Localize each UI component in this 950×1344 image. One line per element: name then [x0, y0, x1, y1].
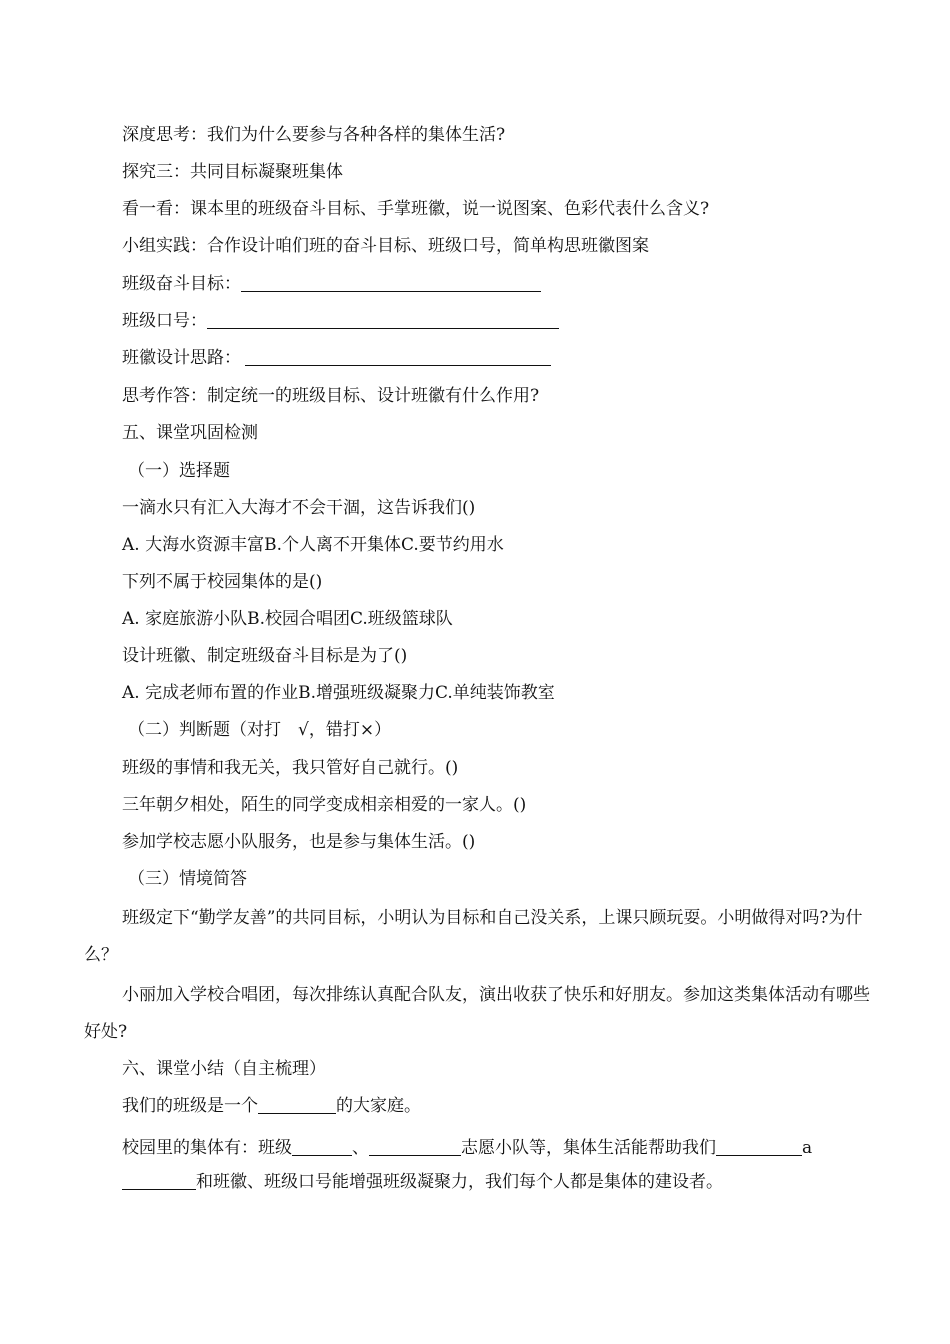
- badge-design-blank[interactable]: [245, 347, 551, 366]
- true-false-title: （二）判断题（对打 √，错打×）: [128, 720, 392, 740]
- short-answer-question-2: 小丽加入学校合唱团，每次排练认真配合队友，演出收获了快乐和好朋友。参加这类集体活动有哪些好处?: [84, 985, 870, 1042]
- short-answer-question-1: 班级定下“勤学友善”的共同目标，小明认为目标和自己没关系，上课只顾玩耍。小明做得对吗?为什么？: [84, 908, 863, 965]
- class-goal-label: 班级奋斗目标：: [122, 274, 241, 294]
- group-practice-task: 小组实践：合作设计咱们班的奋斗目标、班级口号，简单构思班徽图案: [122, 236, 649, 256]
- summary-sentence-1: [122, 1094, 421, 1118]
- section-six-title: 六、课堂小结（自主梳理）: [122, 1059, 326, 1079]
- summary-2-blank-1[interactable]: [292, 1137, 352, 1156]
- tf-question-3: 参加学校志愿小队服务，也是参与集体生活。(): [122, 832, 476, 852]
- mc-options-3: A. 完成老师布置的作业B.增强班级凝聚力C.单纯装饰教室: [122, 683, 555, 703]
- summary-1-text-b: 的大家庭。: [336, 1096, 421, 1116]
- class-slogan-label: 班级口号：: [122, 311, 207, 331]
- summary-1-text-a: 我们的班级是一个: [122, 1096, 258, 1116]
- summary-2-blank-4[interactable]: [122, 1171, 196, 1190]
- tf-question-1: 班级的事情和我无关，我只管好自己就行。(): [122, 758, 459, 778]
- badge-design-label: 班徽设计思路：: [122, 348, 241, 368]
- look-question: 看一看：课本里的班级奋斗目标、手掌班徽，说一说图案、色彩代表什么含义?: [122, 199, 710, 219]
- class-slogan-row: [122, 309, 559, 333]
- short-answer-title: （三）情境简答: [128, 869, 247, 889]
- think-answer-question: 思考作答：制定统一的班级目标、设计班徽有什么作用?: [122, 386, 540, 406]
- summary-2-blank-2[interactable]: [369, 1137, 461, 1156]
- summary-2-text-b: 、: [352, 1138, 369, 1158]
- summary-2-text-c: 志愿小队等，集体生活能帮助我们: [461, 1138, 716, 1158]
- mc-options-2: A. 家庭旅游小队B.校园合唱团C.班级篮球队: [122, 609, 453, 629]
- tf-question-2: 三年朝夕相处，陌生的同学变成相亲相爱的一家人。(): [122, 795, 527, 815]
- class-goal-row: [122, 272, 541, 296]
- summary-2-blank-3[interactable]: [716, 1137, 802, 1156]
- deep-thinking-question: 深度思考：我们为什么要参与各种各样的集体生活?: [122, 125, 506, 145]
- summary-1-blank[interactable]: [258, 1095, 336, 1114]
- summary-sentence-2-continued: [122, 1170, 723, 1194]
- mc-question-3: 设计班徽、制定班级奋斗目标是为了(): [122, 646, 408, 666]
- class-slogan-blank[interactable]: [207, 310, 559, 329]
- multiple-choice-title: （一）选择题: [128, 461, 230, 481]
- summary-2-text-a: 校园里的集体有：班级: [122, 1138, 292, 1158]
- class-goal-blank[interactable]: [241, 273, 541, 292]
- summary-sentence-2: [122, 1136, 812, 1160]
- summary-2-text-e: 和班徽、班级口号能增强班级凝聚力，我们每个人都是集体的建设者。: [196, 1172, 723, 1192]
- explore-three-heading: 探究三：共同目标凝聚班集体: [122, 162, 343, 182]
- summary-2-text-d: a: [802, 1138, 813, 1158]
- mc-question-1: 一滴水只有汇入大海才不会干涸，这告诉我们(): [122, 498, 476, 518]
- mc-options-1: A. 大海水资源丰富B.个人离不开集体C.要节约用水: [122, 535, 504, 555]
- badge-design-row: [122, 346, 551, 370]
- mc-question-2: 下列不属于校园集体的是(): [122, 572, 323, 592]
- section-five-title: 五、课堂巩固检测: [122, 423, 258, 443]
